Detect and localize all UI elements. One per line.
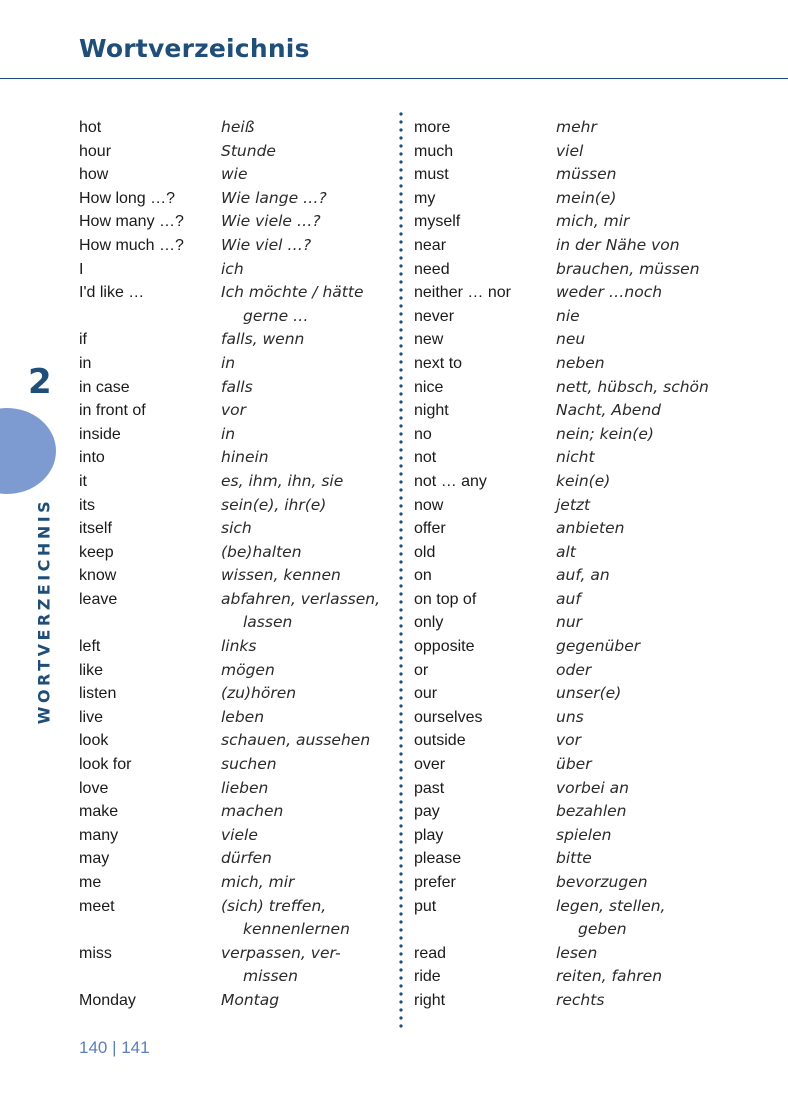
german-translation	[221, 682, 296, 706]
translation-line: machen	[221, 802, 284, 821]
german-translation	[556, 140, 583, 164]
translation-line: hinein	[221, 448, 269, 467]
english-term: my	[414, 189, 436, 207]
german-translation	[221, 588, 380, 635]
english-term: or	[414, 661, 429, 679]
vocab-entry	[79, 777, 380, 801]
translation-line: auf	[556, 589, 581, 608]
german-translation	[556, 564, 610, 588]
english-term: look	[79, 732, 109, 750]
german-translation	[221, 800, 283, 824]
vocab-entry	[414, 942, 709, 966]
right-vocabulary-column	[414, 116, 709, 1013]
vocab-entry	[79, 989, 380, 1013]
vocab-entry	[414, 753, 709, 777]
translation-line: sein(e), ihr(e)	[221, 495, 327, 514]
german-translation	[556, 470, 610, 494]
vocab-entry	[414, 234, 709, 258]
translation-line: neben	[556, 353, 605, 372]
english-term: know	[79, 567, 117, 585]
german-translation	[556, 328, 585, 352]
english-term: past	[414, 779, 445, 797]
vocab-entry	[414, 777, 709, 801]
german-translation	[221, 187, 327, 211]
english-term: inside	[79, 425, 121, 443]
translation-line: falls, wenn	[221, 330, 305, 349]
german-translation	[221, 564, 341, 588]
english-term: no	[414, 425, 432, 443]
german-translation	[221, 210, 321, 234]
translation-line: (sich) treffen,	[221, 896, 327, 915]
english-term: into	[79, 449, 105, 467]
english-term: Monday	[79, 991, 136, 1009]
translation-line: rechts	[556, 990, 605, 1009]
translation-line: unser(e)	[556, 684, 622, 703]
german-translation	[556, 446, 595, 470]
vocab-entry	[414, 588, 709, 612]
german-translation	[221, 328, 304, 352]
english-term: myself	[414, 213, 461, 231]
english-term: night	[414, 402, 449, 420]
german-translation	[556, 965, 662, 989]
vocab-entry	[414, 800, 709, 824]
german-translation	[556, 305, 580, 329]
translation-line: weder …noch	[556, 283, 663, 302]
vocab-entry	[414, 494, 709, 518]
translation-line: Wie viele …?	[221, 212, 321, 231]
english-term: right	[414, 991, 446, 1009]
translation-line: ich	[221, 259, 244, 278]
translation-line: brauchen, müssen	[556, 259, 700, 278]
translation-line: viele	[221, 825, 258, 844]
german-translation	[221, 753, 277, 777]
english-term: never	[414, 307, 455, 325]
translation-line: mein(e)	[556, 188, 617, 207]
chapter-number: 2	[28, 362, 52, 402]
vocab-entry	[414, 871, 709, 895]
english-term: on	[414, 567, 432, 585]
english-term: near	[414, 236, 447, 254]
english-term: our	[414, 685, 438, 703]
translation-line: neu	[556, 330, 586, 349]
translation-line: über	[556, 755, 592, 774]
english-term: need	[414, 260, 450, 278]
translation-line: abfahren, verlassen,	[221, 589, 381, 608]
german-translation	[556, 258, 700, 282]
english-term: over	[414, 756, 446, 774]
translation-line: oder	[556, 660, 592, 679]
translation-line: Wie viel …?	[221, 235, 312, 254]
english-term: its	[79, 496, 95, 514]
german-translation	[556, 989, 604, 1013]
german-translation	[221, 871, 294, 895]
vocab-entry	[79, 281, 380, 328]
german-translation	[221, 376, 253, 400]
translation-line: in der Nähe von	[556, 235, 680, 254]
vocab-entry	[79, 541, 380, 565]
translation-line: bezahlen	[556, 802, 627, 821]
english-term: ride	[414, 968, 441, 986]
translation-line: Montag	[221, 990, 280, 1009]
english-term: How many …?	[79, 213, 184, 231]
english-term: How much …?	[79, 236, 184, 254]
translation-line: Wie lange …?	[221, 188, 327, 207]
english-term: ourselves	[414, 708, 483, 726]
english-term: meet	[79, 897, 115, 915]
vocab-entry	[79, 494, 380, 518]
english-term: hot	[79, 119, 102, 136]
translation-line: in	[221, 424, 236, 443]
vocab-entry	[414, 163, 709, 187]
german-translation	[221, 824, 258, 848]
english-term: how	[79, 166, 109, 184]
english-term: new	[414, 331, 444, 349]
vocab-entry	[79, 753, 380, 777]
english-term: listen	[79, 685, 117, 703]
english-term: play	[414, 826, 444, 844]
translation-line: nur	[556, 613, 583, 632]
english-term: not	[414, 449, 437, 467]
translation-line: sich	[221, 519, 252, 538]
vocab-entry	[79, 140, 380, 164]
english-term: prefer	[414, 874, 456, 891]
english-term: more	[414, 119, 451, 136]
vocab-entry	[414, 399, 709, 423]
left-vocabulary-column	[79, 116, 380, 1013]
vocab-entry	[79, 635, 380, 659]
german-translation	[556, 163, 616, 187]
german-translation	[556, 706, 584, 730]
translation-line: müssen	[556, 165, 617, 184]
translation-line: mehr	[556, 118, 597, 136]
vocab-entry	[414, 847, 709, 871]
english-term: in	[79, 354, 92, 372]
vocab-entry	[79, 470, 380, 494]
german-translation	[221, 423, 235, 447]
english-term: look for	[79, 756, 132, 774]
english-term: keep	[79, 543, 114, 561]
translation-line: lieben	[221, 778, 269, 797]
translation-line: in	[221, 353, 236, 372]
translation-line: verpassen, ver-	[221, 943, 341, 962]
vocab-entry	[79, 517, 380, 541]
english-term: How long …?	[79, 189, 176, 207]
vocab-entry	[79, 399, 380, 423]
english-term: I	[79, 260, 84, 278]
german-translation	[556, 753, 592, 777]
translation-line: kein(e)	[556, 471, 611, 490]
german-translation	[556, 871, 648, 895]
english-term: in front of	[79, 402, 146, 420]
english-term: only	[414, 614, 444, 632]
vocab-entry	[79, 729, 380, 753]
german-translation	[556, 517, 624, 541]
translation-line: (zu)hören	[221, 684, 297, 703]
translation-line: geben	[578, 920, 627, 939]
german-translation	[556, 800, 627, 824]
vocab-entry	[79, 187, 380, 211]
translation-line: dürfen	[221, 849, 272, 868]
column-divider	[399, 110, 403, 1028]
header-rule	[0, 78, 788, 79]
german-translation	[221, 517, 252, 541]
english-term: miss	[79, 944, 112, 962]
translation-line: vor	[556, 731, 582, 750]
vocab-entry	[79, 895, 380, 942]
translation-line: falls	[221, 377, 253, 396]
english-term: next to	[414, 354, 463, 372]
german-translation	[221, 116, 254, 140]
vocab-entry	[79, 871, 380, 895]
english-term: much	[414, 142, 454, 160]
german-translation	[221, 470, 343, 494]
german-translation	[221, 847, 272, 871]
translation-line: nett, hübsch, schön	[556, 377, 709, 396]
translation-line: jetzt	[556, 495, 591, 514]
german-translation	[221, 706, 264, 730]
translation-line: wie	[221, 165, 248, 184]
vocab-entry	[414, 824, 709, 848]
german-translation	[221, 234, 311, 258]
vocab-entry	[414, 352, 709, 376]
vocab-entry	[414, 281, 709, 305]
translation-line: links	[221, 637, 257, 656]
translation-line: vor	[221, 401, 247, 420]
german-translation	[221, 352, 235, 376]
translation-line: uns	[556, 707, 584, 726]
translation-line: vorbei an	[556, 778, 629, 797]
english-term: please	[414, 850, 462, 868]
english-term: now	[414, 496, 444, 514]
german-translation	[221, 163, 248, 187]
german-translation	[221, 659, 275, 683]
german-translation	[221, 399, 246, 423]
translation-line: (be)halten	[221, 542, 302, 561]
vocab-entry	[79, 564, 380, 588]
english-term: nice	[414, 378, 444, 396]
german-translation	[221, 446, 269, 470]
english-term: put	[414, 897, 437, 915]
vocab-entry	[79, 847, 380, 871]
english-term: itself	[79, 520, 112, 538]
vocab-entry	[414, 564, 709, 588]
vocab-entry	[414, 305, 709, 329]
german-translation	[221, 989, 279, 1013]
english-term: love	[79, 779, 109, 797]
translation-line: nein; kein(e)	[556, 424, 654, 443]
english-term: may	[79, 850, 110, 868]
english-term: I'd like …	[79, 284, 145, 302]
english-term: like	[79, 661, 104, 679]
translation-line: auf, an	[556, 566, 610, 585]
vocab-entry	[79, 210, 380, 234]
vocab-entry	[79, 588, 380, 635]
german-translation	[556, 352, 605, 376]
german-translation	[556, 423, 654, 447]
english-term: me	[79, 874, 102, 891]
vocab-entry	[414, 116, 709, 140]
vocab-entry	[414, 682, 709, 706]
vocab-entry	[414, 989, 709, 1013]
german-translation	[556, 234, 680, 258]
english-term: outside	[414, 732, 466, 750]
page-title: Wortverzeichnis	[79, 34, 310, 63]
german-translation	[556, 942, 597, 966]
german-translation	[556, 635, 640, 659]
translation-line: es, ihm, ihn, sie	[221, 471, 344, 490]
translation-line: kennenlernen	[243, 920, 350, 939]
german-translation	[221, 541, 302, 565]
translation-line: suchen	[221, 755, 277, 774]
english-term: leave	[79, 590, 118, 608]
page-numbers: 140 | 141	[79, 1038, 150, 1057]
vocab-entry	[414, 376, 709, 400]
translation-line: heiß	[221, 118, 255, 136]
german-translation	[221, 729, 370, 753]
translation-line: wissen, kennen	[221, 566, 341, 585]
translation-line: reiten, fahren	[556, 967, 663, 986]
english-term: not … any	[414, 472, 487, 490]
vocab-entry	[414, 541, 709, 565]
german-translation	[556, 210, 629, 234]
translation-line: alt	[556, 542, 576, 561]
vocab-entry	[79, 423, 380, 447]
english-term: many	[79, 826, 119, 844]
translation-line: anbieten	[556, 519, 625, 538]
vocab-entry	[79, 824, 380, 848]
translation-line: legen, stellen,	[556, 896, 666, 915]
vocab-entry	[79, 376, 380, 400]
german-translation	[556, 376, 709, 400]
english-term: neither … nor	[414, 284, 511, 302]
german-translation	[556, 895, 665, 942]
vocab-entry	[414, 210, 709, 234]
german-translation	[556, 116, 597, 140]
german-translation	[556, 187, 616, 211]
english-term: it	[79, 472, 87, 490]
vocab-entry	[414, 659, 709, 683]
translation-line: mich, mir	[556, 212, 630, 231]
english-term: on top of	[414, 590, 477, 608]
vocab-entry	[79, 682, 380, 706]
vocab-entry	[79, 706, 380, 730]
english-term: pay	[414, 803, 440, 821]
vocab-entry	[414, 517, 709, 541]
english-term: offer	[414, 520, 446, 538]
german-translation	[221, 258, 244, 282]
german-translation	[556, 281, 662, 305]
translation-line: bevorzugen	[556, 873, 648, 891]
translation-line: nicht	[556, 448, 595, 467]
english-term: opposite	[414, 638, 475, 656]
vocab-entry	[79, 942, 380, 989]
translation-line: gegenüber	[556, 637, 641, 656]
german-translation	[556, 541, 576, 565]
vocab-entry	[414, 965, 709, 989]
english-term: make	[79, 803, 119, 821]
vocab-entry	[79, 328, 380, 352]
german-translation	[221, 635, 257, 659]
german-translation	[556, 729, 581, 753]
vocab-entry	[414, 470, 709, 494]
german-translation	[556, 847, 592, 871]
translation-line: leben	[221, 707, 265, 726]
english-term: hour	[79, 142, 112, 160]
german-translation	[221, 942, 341, 989]
english-term: must	[414, 166, 449, 184]
german-translation	[556, 588, 581, 612]
vocab-entry	[79, 800, 380, 824]
translation-line: Nacht, Abend	[556, 401, 662, 420]
translation-line: spielen	[556, 825, 612, 844]
german-translation	[556, 494, 590, 518]
vocab-entry	[414, 187, 709, 211]
english-term: if	[79, 331, 87, 349]
vocab-entry	[414, 423, 709, 447]
german-translation	[556, 777, 629, 801]
translation-line: mögen	[221, 660, 275, 679]
english-term: in case	[79, 378, 130, 396]
vocab-entry	[79, 116, 380, 140]
german-translation	[221, 494, 326, 518]
vocab-entry	[414, 140, 709, 164]
german-translation	[556, 659, 591, 683]
vocab-entry	[79, 258, 380, 282]
german-translation	[556, 611, 582, 635]
translation-line: missen	[243, 967, 298, 986]
english-term: read	[414, 944, 447, 962]
english-term: old	[414, 543, 436, 561]
translation-line: schauen, aussehen	[221, 731, 371, 750]
german-translation	[221, 777, 268, 801]
translation-line: nie	[556, 306, 580, 325]
vocab-entry	[79, 352, 380, 376]
translation-line: Stunde	[221, 141, 276, 160]
german-translation	[221, 895, 350, 942]
vocab-entry	[414, 895, 709, 942]
german-translation	[556, 824, 611, 848]
vocab-entry	[414, 635, 709, 659]
vocab-entry	[414, 328, 709, 352]
vocab-entry	[414, 729, 709, 753]
translation-line: lesen	[556, 943, 598, 962]
vocab-entry	[79, 659, 380, 683]
german-translation	[556, 682, 621, 706]
translation-line: Ich möchte / hätte	[221, 283, 364, 302]
vocab-entry	[414, 611, 709, 635]
vocab-entry	[414, 706, 709, 730]
english-term: left	[79, 638, 101, 656]
vocab-entry	[79, 234, 380, 258]
chapter-tab-marker	[0, 408, 56, 494]
translation-line: viel	[556, 141, 584, 160]
translation-line: mich, mir	[221, 873, 295, 891]
vocab-entry	[79, 163, 380, 187]
english-term: live	[79, 708, 104, 726]
german-translation	[221, 281, 363, 328]
vocab-entry	[414, 446, 709, 470]
side-section-label: WORTVERZEICHNIS	[34, 497, 54, 725]
vocab-entry	[79, 446, 380, 470]
translation-line: bitte	[556, 849, 592, 868]
translation-line: gerne …	[243, 306, 309, 325]
german-translation	[556, 399, 661, 423]
vocab-entry	[414, 258, 709, 282]
translation-line: lassen	[243, 613, 293, 632]
german-translation	[221, 140, 276, 164]
